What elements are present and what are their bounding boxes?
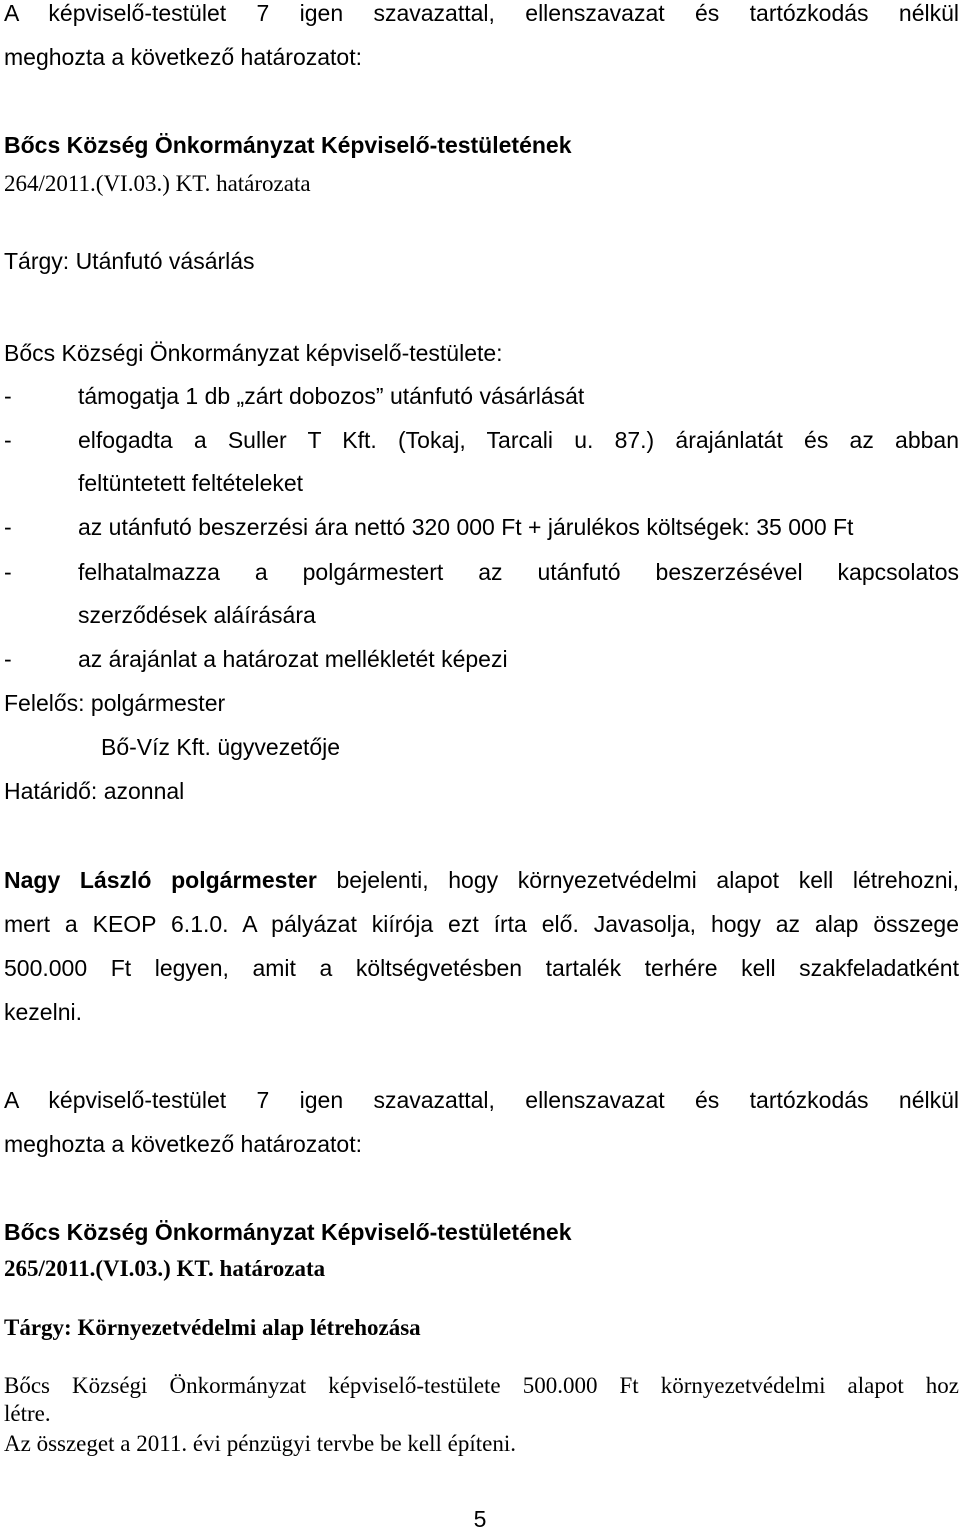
resolution-text-line-1: Bőcs Községi Önkormányzat képviselő-testülete 500.000 Ft környezetvédelmi alapot hoz [4, 1373, 959, 1398]
responsible-line: Felelős: polgármester [4, 690, 226, 716]
list-dash: - [4, 427, 12, 453]
list-dash: - [4, 646, 12, 672]
intro-line-1: A képviselő-testület 7 igen szavazattal, ellenszavazat és tartózkodás nélkül [4, 0, 959, 26]
list-item-continuation: feltüntetett feltételeket [78, 470, 304, 496]
list-item: támogatja 1 db „zárt dobozos” utánfutó vásárlását [78, 383, 585, 409]
list-item: felhatalmazza a polgármestert az utánfutó beszerzésével kapcsolatos [78, 559, 959, 585]
announcement-line-3: 500.000 Ft legyen, amit a költségvetésben tartalék terhére kell szakfeladatként [4, 955, 959, 981]
announcement-line-4: kezelni. [4, 999, 82, 1025]
resolution-number: 265/2011.(VI.03.) KT. határozata [4, 1256, 326, 1281]
page-number: 5 [473, 1506, 487, 1532]
intro-line-2: meghozta a következő határozatot: [4, 44, 362, 70]
body-name-heading: Bőcs Község Önkormányzat Képviselő-testületének [4, 1219, 572, 1245]
list-item: az utánfutó beszerzési ára nettó 320 000 Ft + járulékos költségek: 35 000 Ft [78, 514, 854, 540]
list-item-continuation: szerződések aláírására [78, 602, 316, 628]
subject-heading: Tárgy: Utánfutó vásárlás [4, 248, 255, 274]
intro-line-2: meghozta a következő határozatot: [4, 1131, 362, 1157]
list-dash: - [4, 559, 12, 585]
speaker-name: Nagy László polgármester [4, 867, 317, 893]
subject-heading: Tárgy: Környezetvédelmi alap létrehozása [4, 1315, 421, 1340]
resolution-text-line-2: létre. [4, 1401, 51, 1426]
body-name-heading: Bőcs Község Önkormányzat Képviselő-testületének [4, 132, 572, 158]
responsible-second: Bő-Víz Kft. ügyvezetője [101, 734, 341, 760]
list-item: az árajánlat a határozat mellékletét képezi [78, 646, 508, 672]
announcement-text: bejelenti, hogy környezetvédelmi alapot kell létrehozni, [316, 867, 960, 893]
intro-line-1: A képviselő-testület 7 igen szavazattal, ellenszavazat és tartózkodás nélkül [4, 1087, 959, 1113]
resolution-text-line-3: Az összeget a 2011. évi pénzügyi tervbe be kell építeni. [4, 1431, 516, 1456]
list-dash: - [4, 383, 12, 409]
announcement-line-1 [4, 867, 959, 894]
list-item: elfogadta a Suller T Kft. (Tokaj, Tarcali u. 87.) árajánlatát és az abban [78, 427, 959, 453]
list-dash: - [4, 514, 12, 540]
deadline-line: Határidő: azonnal [4, 778, 185, 804]
announcement-line-2: mert a KEOP 6.1.0. A pályázat kiírója ezt írta elő. Javasolja, hogy az alap összege [4, 911, 959, 937]
decision-intro: Bőcs Községi Önkormányzat képviselő-testülete: [4, 340, 503, 366]
resolution-number: 264/2011.(VI.03.) KT. határozata [4, 171, 311, 196]
